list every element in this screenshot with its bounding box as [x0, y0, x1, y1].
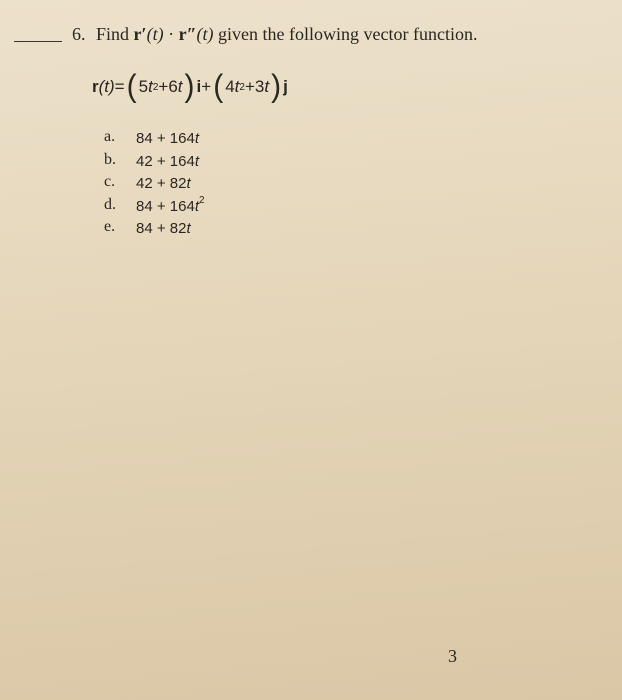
function-name: r: [92, 77, 99, 96]
unit-vector-i: i: [196, 77, 202, 96]
choice-letter: b.: [104, 150, 116, 168]
left-paren-j: (: [213, 69, 224, 104]
choice-e[interactable]: [104, 216, 205, 239]
choice-constant: 84: [136, 130, 153, 148]
choice-expression: [136, 127, 199, 147]
choice-coef: 164: [169, 130, 195, 148]
right-paren-i: ): [184, 69, 195, 104]
choice-expression: [136, 150, 199, 170]
function-argument: (t): [98, 77, 115, 96]
vector-function: [92, 69, 288, 104]
choice-coef: 82: [169, 175, 187, 193]
choice-letter: a.: [104, 128, 116, 146]
choice-letter: d.: [104, 195, 116, 213]
answer-blank-line: [14, 41, 62, 42]
choice-expression: [136, 217, 191, 237]
choice-expression: [136, 172, 191, 192]
answer-choices: [104, 126, 205, 239]
r-double-prime-symbol: r″: [178, 24, 197, 44]
choice-a[interactable]: [104, 126, 205, 149]
choice-d[interactable]: [104, 194, 205, 217]
choice-var: t: [194, 197, 199, 215]
page-number: 3: [448, 646, 457, 666]
j-exponent-1: 2: [239, 81, 245, 93]
left-paren-i: (: [126, 69, 137, 104]
i-var-1: t: [148, 77, 153, 96]
choice-var: t: [194, 152, 199, 170]
choice-c[interactable]: [104, 171, 205, 194]
choice-plus: +: [152, 220, 170, 238]
choice-exponent: 2: [199, 194, 205, 206]
i-exponent-1: 2: [152, 81, 159, 93]
choice-expression: [136, 195, 205, 215]
prompt-prefix: Find: [96, 24, 134, 44]
j-coef-1: 4: [225, 77, 235, 96]
choice-coef: 164: [169, 152, 195, 170]
unit-vector-j: j: [283, 77, 288, 96]
choice-plus: +: [152, 152, 170, 170]
choice-constant: 42: [136, 152, 153, 170]
question-prompt: [96, 24, 477, 45]
choice-constant: 42: [136, 175, 153, 193]
i-coef-1: 5: [138, 77, 149, 96]
j-plus: +: [244, 77, 255, 96]
component-plus: +: [201, 77, 212, 96]
choice-letter: c.: [104, 173, 116, 191]
i-coef-2: 6: [168, 77, 178, 96]
choice-var: t: [194, 130, 199, 148]
choice-coef: 82: [169, 220, 187, 238]
question-number: 6.: [72, 24, 86, 44]
equals-sign: =: [114, 77, 125, 96]
choice-plus: +: [152, 175, 170, 193]
choice-var: t: [186, 220, 191, 238]
dot-operator: ·: [163, 24, 179, 44]
choice-constant: 84: [136, 197, 153, 215]
i-plus: +: [158, 77, 169, 96]
j-var-2: t: [264, 77, 270, 96]
r-prime-symbol: r′: [133, 24, 147, 44]
choice-constant: 84: [136, 220, 153, 238]
choice-var: t: [186, 175, 191, 193]
choice-plus: +: [152, 130, 170, 148]
right-paren-j: ): [271, 69, 282, 104]
j-coef-2: 3: [254, 77, 265, 96]
choice-letter: e.: [104, 218, 116, 236]
r-prime-argument: (t): [146, 24, 164, 44]
choice-plus: +: [152, 197, 170, 215]
r-double-prime-argument: (t): [196, 24, 214, 44]
prompt-suffix: given the following vector function.: [213, 24, 478, 44]
choice-coef: 164: [169, 197, 195, 215]
j-var-1: t: [234, 77, 240, 96]
i-var-2: t: [177, 77, 183, 96]
choice-b[interactable]: [104, 149, 205, 172]
